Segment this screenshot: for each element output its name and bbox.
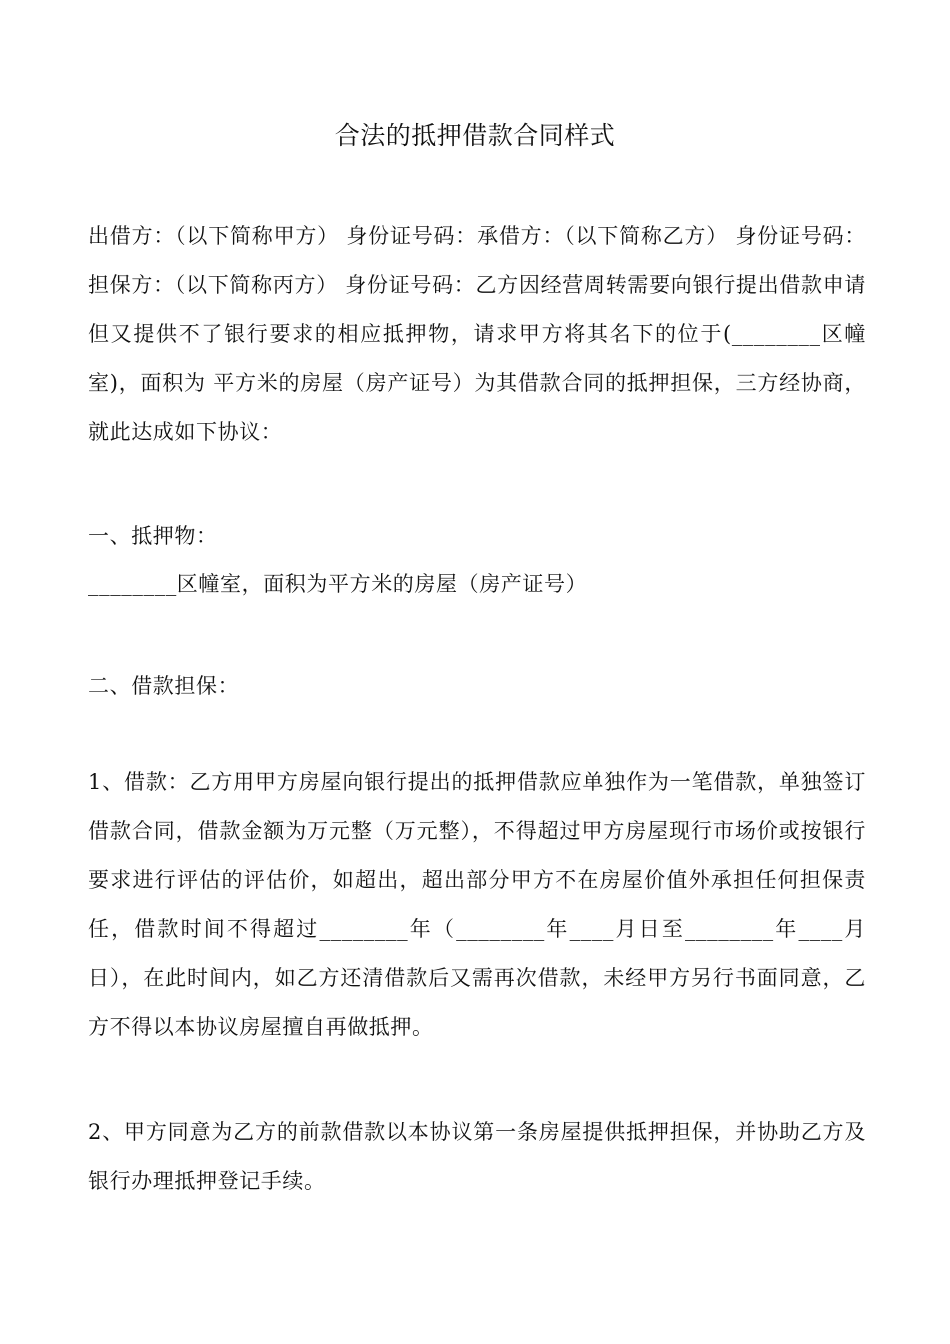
section-heading-loan-guarantee: 二、借款担保： bbox=[88, 674, 240, 698]
section-heading-collateral: 一、抵押物： bbox=[88, 524, 218, 548]
clause-2-guarantee: 2、甲方同意为乙方的前款借款以本协议第一条房屋提供抵押担保，并协助乙方及银行办理抵押登记手续。 bbox=[88, 1120, 866, 1193]
document-title: 合法的抵押借款合同样式 bbox=[334, 121, 616, 150]
intro-paragraph: 出借方：（以下简称甲方） 身份证号码：承借方：（以下简称乙方） 身份证号码：担保方：（以下简称丙方） 身份证号码：乙方因经营周转需要向银行提出借款申请但又提供不了银行要求的相应抵押物，请求甲方将其名下的位于(________区幢室)，面积为 平方米的房屋（房产证号）为其借款合同的抵押担保，三方经协商，就此达成如下协议： bbox=[88, 224, 866, 444]
clause-1-loan: 1、借款：乙方用甲方房屋向银行提出的抵押借款应单独作为一笔借款，单独签订借款合同，借款金额为万元整（万元整），不得超过甲方房屋现行市场价或按银行要求进行评估的评估价，如超出，超出部分甲方不在房屋价值外承担任何担保责任，借款时间不得超过________年（________年____月日至________年____月日），在此时间内，如乙方还清借款后又需再次借款，未经甲方另行书面同意，乙方不得以本协议房屋擅自再做抵押。 bbox=[88, 770, 866, 1039]
collateral-description: ________区幢室，面积为平方米的房屋（房产证号） bbox=[88, 572, 588, 596]
